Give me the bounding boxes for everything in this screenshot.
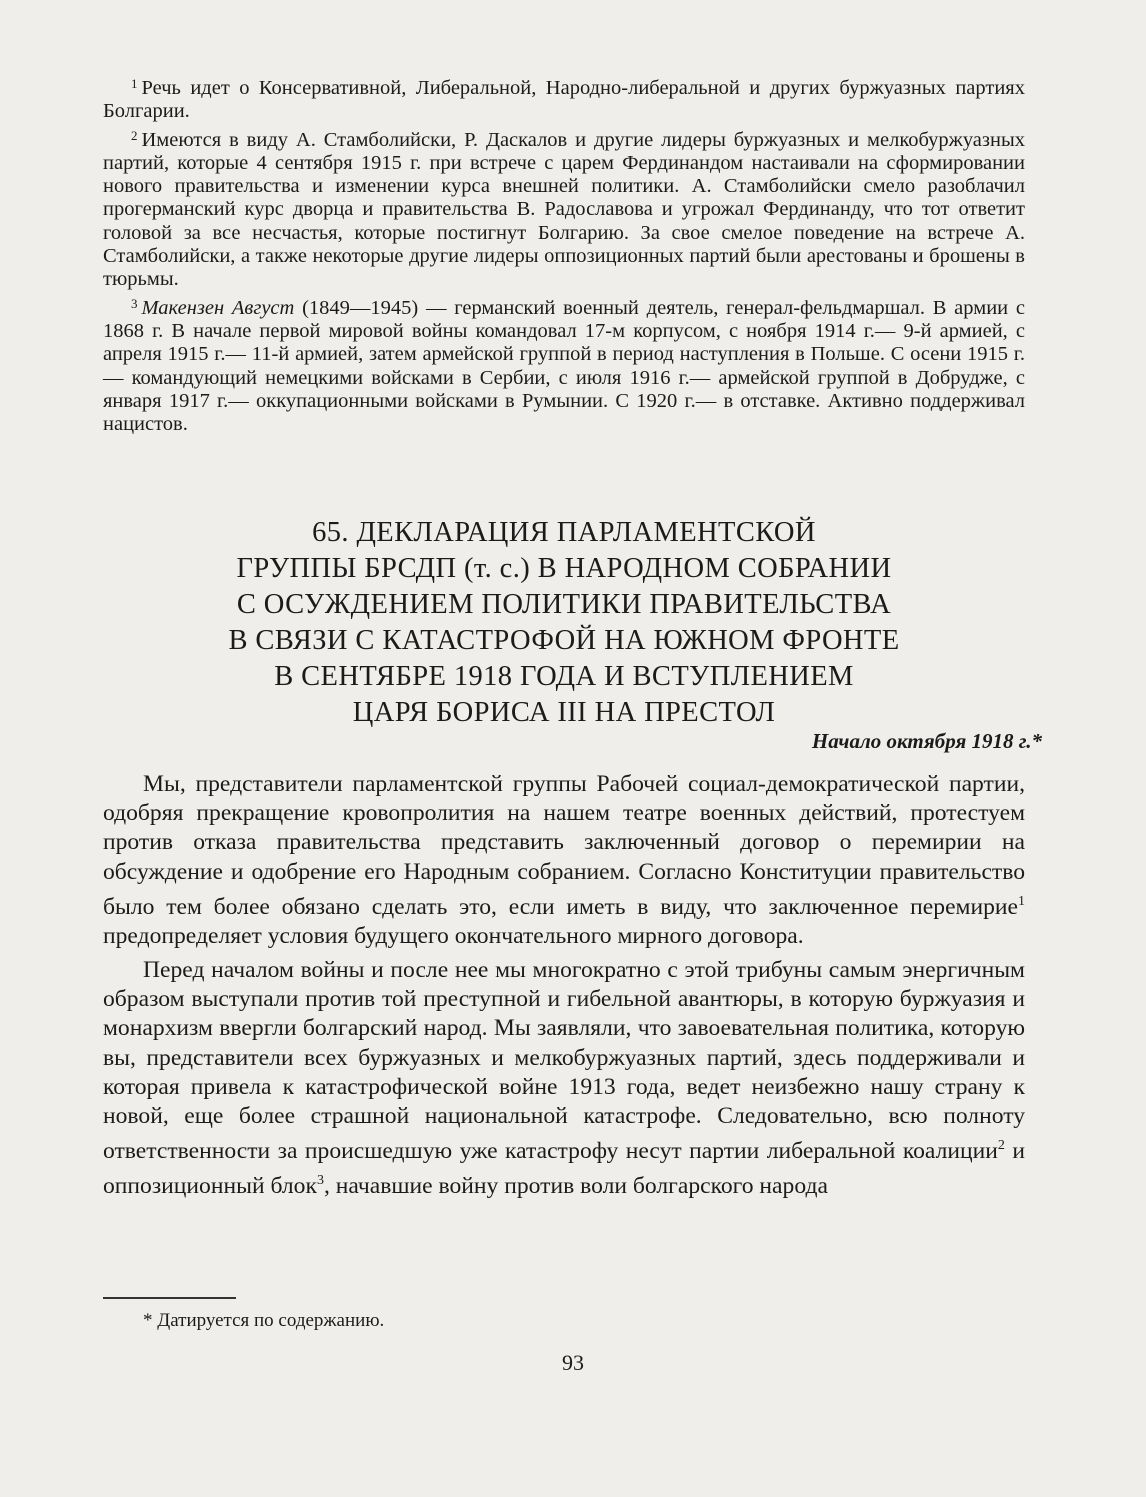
footnote-1 bbox=[103, 72, 1025, 124]
title-line: С ОСУЖДЕНИЕМ ПОЛИТИКИ ПРАВИТЕЛЬСТВА bbox=[236, 589, 892, 620]
paragraph-text: предопределяет условия будущего окончательного мирного договора. bbox=[103, 922, 804, 949]
paragraph-text: Мы, представители парламентской группы Рабочей социал-демократической партии, одобряя прекращение кровопролития на нашем театре военных действий, протестуем против отказа правительства представить заключенный договор о перемирии на обсуждение и одобрение его Народным собранием. Согласно Конституции правительство было тем более обязано сделать это, если иметь в виду, что заключенное перемирие bbox=[103, 771, 1025, 920]
footnote-text: Имеются в виду А. Стамболийски, Р. Даскалов и другие лидеры буржуазных и мелкобуржуазных партий, которые 4 сентября 1915 г. при встрече с царем Фердинандом настаивали на сформировании нового правительства и изменении курса внешней политики. А. Стамболийски смело разоблачил прогерманский курс дворца и правительства В. Радославова и угрожал Фердинанду, что тот ответит головой за все несчастья, которые постигнут Болгарию. За свое смелое поведение на встрече А. Стамболийски, а также некоторые другие лидеры оппозиционных партий были арестованы и брошены в тюрьмы. bbox=[103, 128, 1025, 291]
page-number: 93 bbox=[562, 1350, 584, 1375]
footnote-ref: 1 bbox=[1018, 893, 1025, 909]
footnote-text: Речь идет о Консервативной, Либеральной, Народно-либеральной и других буржуазных партиях Болгарии. bbox=[103, 77, 1025, 123]
paragraph-2 bbox=[103, 956, 1025, 1201]
document-title bbox=[103, 515, 1025, 731]
title-line: ЦАРЯ БОРИСА III НА ПРЕСТОЛ bbox=[352, 697, 776, 728]
paragraph-1 bbox=[103, 770, 1025, 951]
paragraph-text: Перед началом войны и после нее мы многократно с этой трибуны самым энергичным образом выступали против той преступной и гибельной авантюры, в которую буржуазия и монархизм ввергли болгарский народ. Мы заявляли, что завоевательная политика, которую вы, представители всех буржуазных и мелкобуржуазных партий, здесь поддерживали и которая привела к катастрофической войне 1913 года, ведет неизбежно нашу страну к новой, еще более страшной национальной катастрофе. Следовательно, всю полноту ответственности за происшедшую уже катастрофу несут партии либеральной коалиции bbox=[103, 957, 1025, 1165]
page-footnote: * Датируется по содержанию. bbox=[143, 1310, 385, 1331]
footnote-2 bbox=[103, 124, 1025, 292]
footnote-divider bbox=[103, 1297, 236, 1299]
footnote-person-name: Макензен Август bbox=[141, 296, 295, 319]
footnote-3 bbox=[103, 292, 1025, 437]
title-line: ГРУППЫ БРСДП (т. с.) В НАРОДНОМ СОБРАНИИ bbox=[236, 553, 892, 584]
title-line: В СЕНТЯБРЕ 1918 ГОДА И ВСТУПЛЕНИЕМ bbox=[274, 661, 854, 692]
paragraph-text: и оппозиционный блок bbox=[103, 1138, 1025, 1200]
bleed-through-decoration bbox=[140, 450, 146, 476]
footnote-ref: 3 bbox=[316, 1173, 324, 1189]
title-line: В СВЯЗИ С КАТАСТРОФОЙ НА ЮЖНОМ ФРОНТЕ bbox=[228, 625, 900, 656]
footnote-marker: 2 bbox=[131, 127, 138, 143]
paragraph-text: , начавшие войну против воли болгарского народа bbox=[323, 1173, 828, 1200]
document-body bbox=[103, 770, 1025, 1206]
footnote-marker: 1 bbox=[131, 76, 138, 91]
footnote-text: (1849—1945) — германский военный деятель, генерал-фельдмаршал. В армии с 1868 г. В начале первой мировой войны командовал 17-м корпусом, с ноября 1914 г.— 9-й армией, с апреля 1915 г.— 11-й армией, затем армейской группой в период наступления в Польше. С осени 1915 г.— командующий немецкими войсками в Сербии, с июля 1916 г.— армейской группой в Добрудже, с января 1917 г.— оккупационными войсками в Румынии. С 1920 г.— в отставке. Активно поддерживал нацистов. bbox=[103, 296, 1025, 436]
footnote-marker: 3 bbox=[131, 295, 138, 311]
document-date: Начало октября 1918 г.* bbox=[811, 729, 1042, 753]
title-line: 65. ДЕКЛАРАЦИЯ ПАРЛАМЕНТСКОЙ bbox=[312, 517, 816, 548]
footnote-ref: 2 bbox=[997, 1138, 1005, 1154]
previous-footnotes bbox=[103, 72, 1025, 436]
